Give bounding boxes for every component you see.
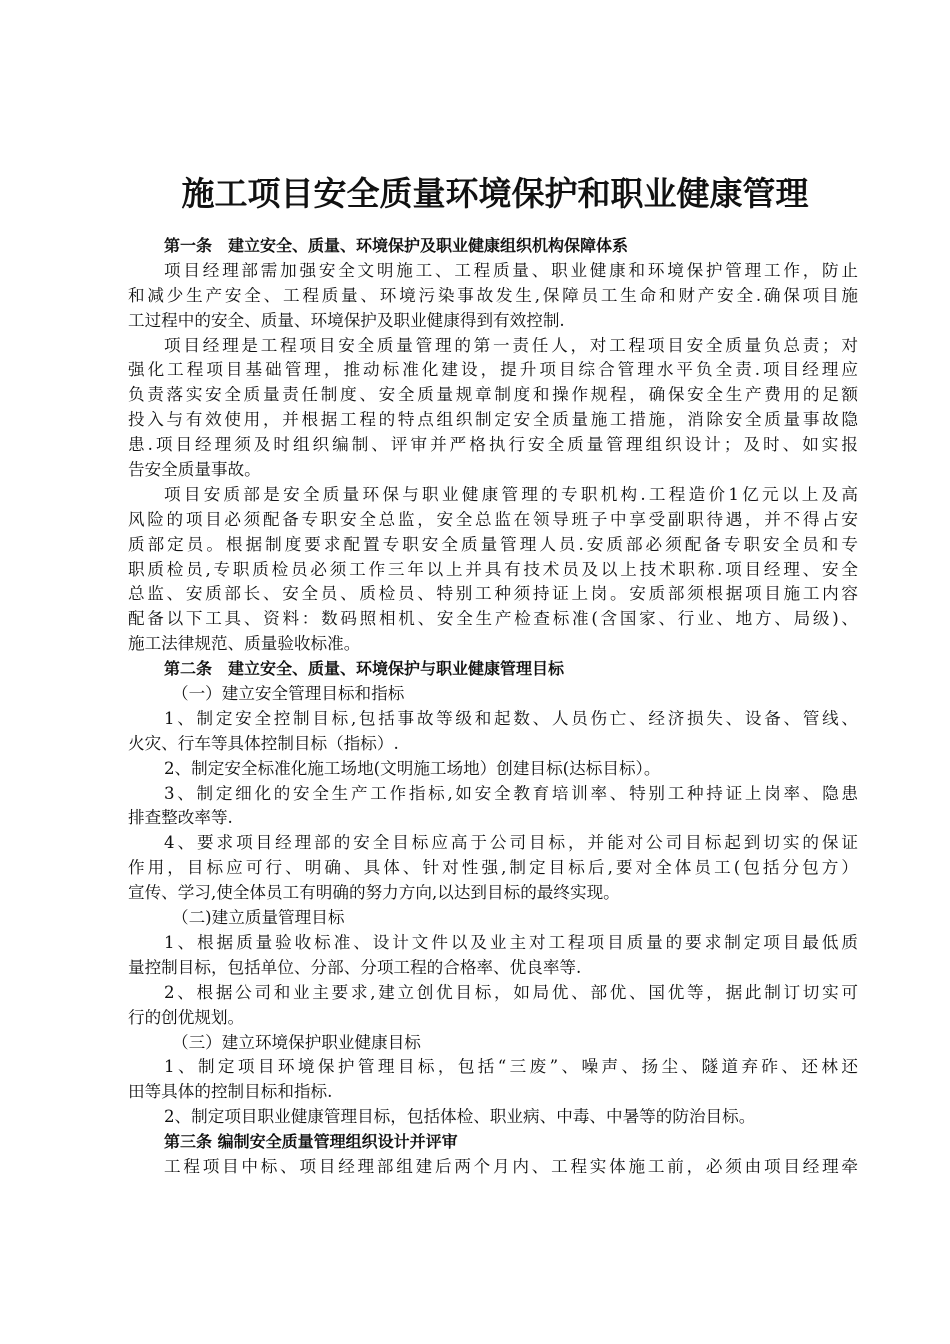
paragraph-line: 配备以下工具、资料：数码照相机、安全生产检查标准(含国家、行业、地方、局级)、 [128,609,858,629]
document-title: 施工项目安全质量环境保护和职业健康管理 [181,174,809,213]
paragraph-line: 宣传、学习,使全体员工有明确的努力方向,以达到目标的最终实现。 [128,883,620,903]
paragraph-line: 工程项目中标、项目经理部组建后两个月内、工程实体施工前，必须由项目经理牵 [164,1156,858,1176]
paragraph-line: 工过程中的安全、质量、环境保护及职业健康得到有效控制. [128,310,565,330]
paragraph-line: 项目安质部是安全质量环保与职业健康管理的专职机构.工程造价1亿元以上及高 [164,484,858,504]
section-heading: 第二条 建立安全、质量、环境保护与职业健康管理目标 [164,659,565,679]
document-body [128,234,858,1180]
subsection-heading: （一）建立安全管理目标和指标 [172,684,405,704]
paragraph-line: 火灾、行车等具体控制目标（指标）. [128,733,399,753]
paragraph-line: 总监、安质部长、安全员、质检员、特别工种须持证上岗。安质部须根据项目施工内容 [128,584,858,604]
paragraph-line: 负责落实安全质量责任制度、安全质量规章制度和操作规程，确保安全生产费用的足额 [128,385,858,405]
section-heading: 第三条 编制安全质量管理组织设计并评审 [164,1132,458,1152]
paragraph-line: 4、要求项目经理部的安全目标应高于公司目标，并能对公司目标起到切实的保证 [164,833,858,853]
paragraph-line: 排查整改率等. [128,808,233,828]
paragraph-line: 和减少生产安全、工程质量、环境污染事故发生,保障员工生命和财产安全.确保项目施 [128,285,858,305]
paragraph-line: 告安全质量事故。 [128,460,261,480]
paragraph-line: 项目经理部需加强安全文明施工、工程质量、职业健康和环境保护管理工作，防止 [164,260,858,280]
paragraph-line: 1、根据质量验收标准、设计文件以及业主对工程项目质量的要求制定项目最低质 [164,932,858,952]
paragraph-line: 作用，目标应可行、明确、具体、针对性强,制定目标后,要对全体员工(包括分包方） [128,858,858,878]
paragraph-line: 施工法律规范、质量验收标准。 [128,634,361,654]
paragraph-line: 患.项目经理须及时组织编制、评审并严格执行安全质量管理组织设计；及时、如实报 [128,435,858,455]
paragraph-line: 量控制目标，包括单位、分部、分项工程的合格率、优良率等. [128,957,582,977]
paragraph-line: 行的创优规划。 [128,1007,245,1027]
paragraph-line: 2、根据公司和业主要求,建立创优目标，如局优、部优、国优等，据此制订切实可 [164,982,858,1002]
subsection-heading: （三）建立环境保护职业健康目标 [172,1032,421,1052]
paragraph-line: 投入与有效使用，并根据工程的特点组织制定安全质量施工措施，消除安全质量事故隐 [128,410,858,430]
paragraph-line: 风险的项目必须配备专职安全总监，安全总监在领导班子中享受副职待遇，并不得占安 [128,509,858,529]
paragraph-line: 1、制定安全控制目标,包括事故等级和起数、人员伤亡、经济损失、设备、管线、 [164,708,858,728]
paragraph-line: 2、制定项目职业健康管理目标，包括体检、职业病、中毒、中暑等的防治目标。 [164,1107,756,1127]
paragraph-line: 田等具体的控制目标和指标. [128,1082,333,1102]
paragraph-line: 职质检员,专职质检员必须工作三年以上并具有技术员及以上技术职称.项目经理、安全 [128,559,858,579]
paragraph-line: 项目经理是工程项目安全质量管理的第一责任人，对工程项目安全质量负总责；对 [164,335,858,355]
subsection-heading: （二)建立质量管理目标 [172,908,345,928]
paragraph-line: 3、制定细化的安全生产工作指标,如安全教育培训率、特别工种持证上岗率、隐患 [164,783,858,803]
paragraph-line: 强化工程项目基础管理，推动标准化建设，提升项目综合管理水平负全责.项目经理应 [128,360,858,380]
paragraph-line: 2、制定安全标准化施工场地(文明施工场地）创建目标(达标目标）。 [164,758,661,778]
section-heading: 第一条 建立安全、质量、环境保护及职业健康组织机构保障体系 [164,236,629,255]
paragraph-line: 质部定员。根据制度要求配置专职安全质量管理人员.安质部必须配备专职安全员和专 [128,534,858,554]
paragraph-line: 1、制定项目环境保护管理目标，包括“三废”、噪声、扬尘、隧道弃砟、还林还 [164,1057,858,1077]
